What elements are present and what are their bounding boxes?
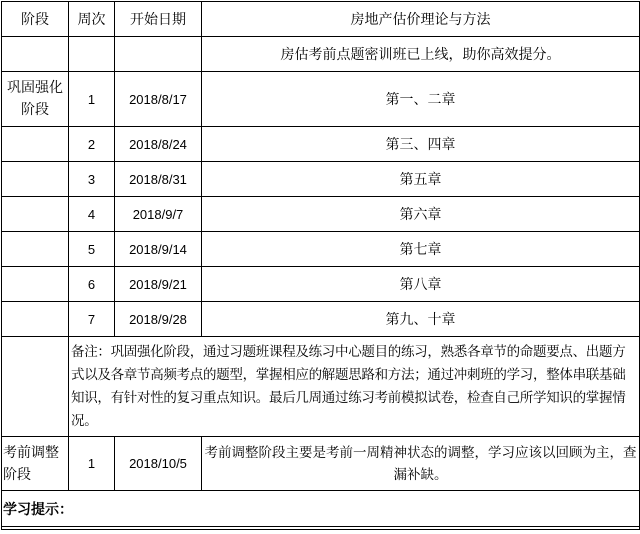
week-number: 3 xyxy=(69,162,115,197)
table-row xyxy=(2,127,640,162)
study-tips-heading: 学习提示： xyxy=(2,491,640,527)
table-row xyxy=(2,72,640,127)
notice-text: 房估考前点题密训班已上线，助你高效提分。 xyxy=(202,37,640,72)
trailing-row xyxy=(2,527,640,530)
stage-label-pre-exam: 考前调整阶段 xyxy=(2,437,69,491)
table-row xyxy=(2,232,640,267)
chapter-content: 第七章 xyxy=(202,232,640,267)
start-date: 2018/9/28 xyxy=(115,302,202,337)
chapter-content: 第五章 xyxy=(202,162,640,197)
chapter-content: 第六章 xyxy=(202,197,640,232)
table-row xyxy=(2,267,640,302)
start-date: 2018/10/5 xyxy=(115,437,202,491)
empty-cell xyxy=(115,37,202,72)
header-row xyxy=(2,2,640,37)
week-number: 4 xyxy=(69,197,115,232)
notice-row xyxy=(2,37,640,72)
chapter-content: 第九、十章 xyxy=(202,302,640,337)
empty-cell xyxy=(2,232,69,267)
chapter-content: 第三、四章 xyxy=(202,127,640,162)
header-week: 周次 xyxy=(69,2,115,37)
table-row xyxy=(2,197,640,232)
stage-label-consolidation: 巩固强化阶段 xyxy=(2,72,69,127)
chapter-content: 第八章 xyxy=(202,267,640,302)
chapter-content: 第一、二章 xyxy=(202,72,640,127)
header-stage: 阶段 xyxy=(2,2,69,37)
tips-row xyxy=(2,491,640,527)
start-date: 2018/8/24 xyxy=(115,127,202,162)
pre-exam-content: 考前调整阶段主要是考前一周精神状态的调整，学习应该以回顾为主，查漏补缺。 xyxy=(202,437,640,491)
empty-cell xyxy=(2,162,69,197)
table-row xyxy=(2,302,640,337)
table-row xyxy=(2,437,640,491)
empty-cell xyxy=(2,197,69,232)
empty-cell xyxy=(2,527,640,530)
consolidation-note: 备注：巩固强化阶段，通过习题班课程及练习中心题目的练习，熟悉各章节的命题要点、出题方式以及各章节高频考点的题型，掌握相应的解题思路和方法；通过冲刺班的学习，整体串联基础知识，有针对性的复习重点知识。最后几周通过练习考前模拟试卷，检查自己所学知识的掌握情况。 xyxy=(69,337,640,437)
study-schedule-table xyxy=(1,1,640,530)
week-number: 5 xyxy=(69,232,115,267)
start-date: 2018/9/7 xyxy=(115,197,202,232)
empty-cell xyxy=(2,337,69,437)
week-number: 1 xyxy=(69,72,115,127)
start-date: 2018/8/17 xyxy=(115,72,202,127)
header-start-date: 开始日期 xyxy=(115,2,202,37)
note-row xyxy=(2,337,640,437)
week-number: 6 xyxy=(69,267,115,302)
table-row xyxy=(2,162,640,197)
empty-cell xyxy=(2,267,69,302)
empty-cell xyxy=(2,127,69,162)
week-number: 2 xyxy=(69,127,115,162)
empty-cell xyxy=(69,37,115,72)
start-date: 2018/9/21 xyxy=(115,267,202,302)
start-date: 2018/9/14 xyxy=(115,232,202,267)
empty-cell xyxy=(2,37,69,72)
week-number: 1 xyxy=(69,437,115,491)
header-subject: 房地产估价理论与方法 xyxy=(202,2,640,37)
start-date: 2018/8/31 xyxy=(115,162,202,197)
week-number: 7 xyxy=(69,302,115,337)
empty-cell xyxy=(2,302,69,337)
